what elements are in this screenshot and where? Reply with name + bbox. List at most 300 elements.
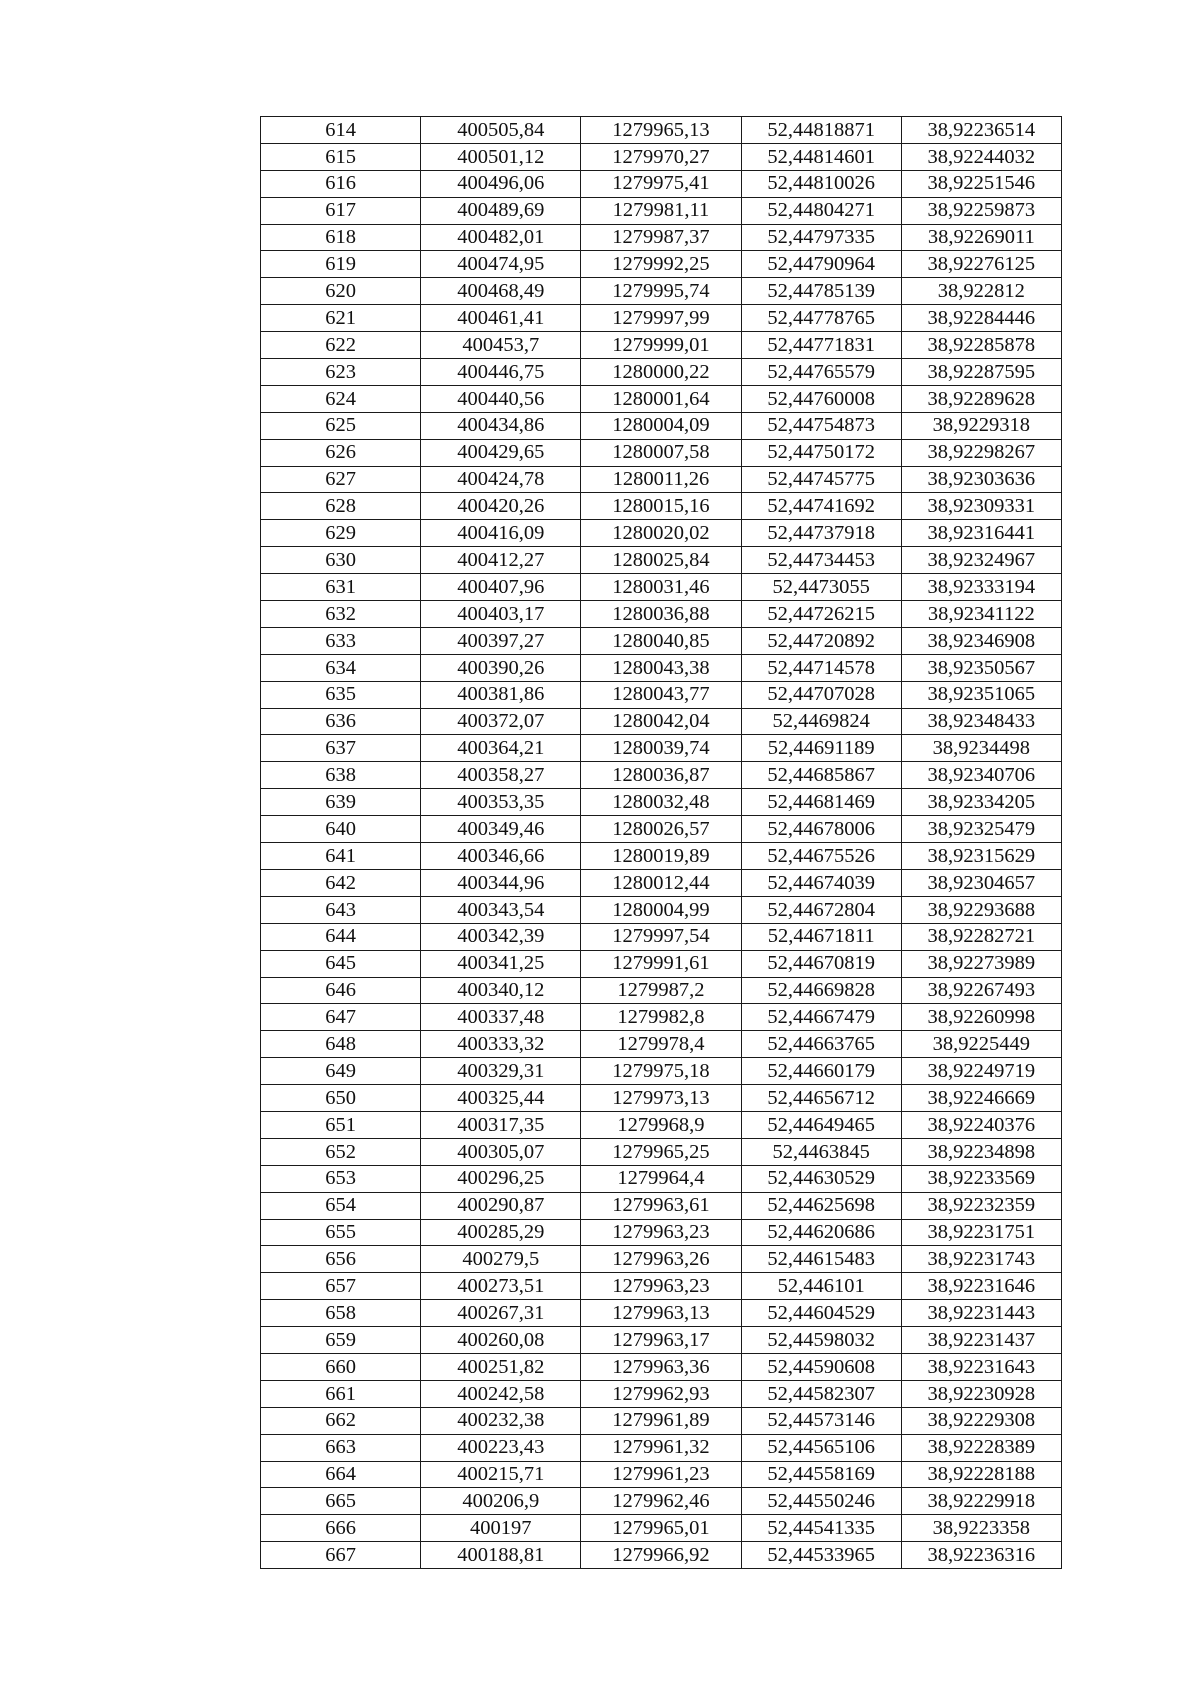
longitude-cell: 38,92251546 <box>901 170 1061 197</box>
y-coordinate-cell: 1280000,22 <box>581 359 741 386</box>
table-row <box>261 170 1062 197</box>
latitude-cell: 52,44720892 <box>741 627 901 654</box>
latitude-cell: 52,44737918 <box>741 520 901 547</box>
longitude-cell: 38,92230928 <box>901 1380 1061 1407</box>
y-coordinate-cell: 1279963,61 <box>581 1192 741 1219</box>
longitude-cell: 38,92348433 <box>901 708 1061 735</box>
table-row <box>261 1031 1062 1058</box>
point-number-cell: 662 <box>261 1407 421 1434</box>
x-coordinate-cell: 400364,21 <box>421 735 581 762</box>
x-coordinate-cell: 400344,96 <box>421 869 581 896</box>
point-number-cell: 655 <box>261 1219 421 1246</box>
longitude-cell: 38,92304657 <box>901 869 1061 896</box>
y-coordinate-cell: 1280031,46 <box>581 574 741 601</box>
table-row <box>261 1300 1062 1327</box>
y-coordinate-cell: 1280004,99 <box>581 896 741 923</box>
longitude-cell: 38,92315629 <box>901 843 1061 870</box>
point-number-cell: 651 <box>261 1111 421 1138</box>
y-coordinate-cell: 1280020,02 <box>581 520 741 547</box>
longitude-cell: 38,92284446 <box>901 305 1061 332</box>
point-number-cell: 640 <box>261 816 421 843</box>
latitude-cell: 52,44630529 <box>741 1165 901 1192</box>
y-coordinate-cell: 1280032,48 <box>581 789 741 816</box>
point-number-cell: 648 <box>261 1031 421 1058</box>
y-coordinate-cell: 1280011,26 <box>581 466 741 493</box>
x-coordinate-cell: 400416,09 <box>421 520 581 547</box>
point-number-cell: 623 <box>261 359 421 386</box>
y-coordinate-cell: 1279961,23 <box>581 1461 741 1488</box>
longitude-cell: 38,92229918 <box>901 1488 1061 1515</box>
latitude-cell: 52,44667479 <box>741 1004 901 1031</box>
point-number-cell: 657 <box>261 1273 421 1300</box>
latitude-cell: 52,44604529 <box>741 1300 901 1327</box>
point-number-cell: 638 <box>261 762 421 789</box>
x-coordinate-cell: 400461,41 <box>421 305 581 332</box>
longitude-cell: 38,92309331 <box>901 493 1061 520</box>
latitude-cell: 52,44814601 <box>741 143 901 170</box>
point-number-cell: 628 <box>261 493 421 520</box>
y-coordinate-cell: 1279997,54 <box>581 923 741 950</box>
coordinates-table <box>260 116 1062 1569</box>
longitude-cell: 38,92260998 <box>901 1004 1061 1031</box>
y-coordinate-cell: 1280036,87 <box>581 762 741 789</box>
longitude-cell: 38,92231743 <box>901 1246 1061 1273</box>
table-row <box>261 520 1062 547</box>
x-coordinate-cell: 400260,08 <box>421 1327 581 1354</box>
point-number-cell: 664 <box>261 1461 421 1488</box>
latitude-cell: 52,44778765 <box>741 305 901 332</box>
x-coordinate-cell: 400489,69 <box>421 197 581 224</box>
x-coordinate-cell: 400290,87 <box>421 1192 581 1219</box>
x-coordinate-cell: 400333,32 <box>421 1031 581 1058</box>
y-coordinate-cell: 1279963,36 <box>581 1353 741 1380</box>
point-number-cell: 653 <box>261 1165 421 1192</box>
point-number-cell: 624 <box>261 385 421 412</box>
latitude-cell: 52,44745775 <box>741 466 901 493</box>
longitude-cell: 38,92340706 <box>901 762 1061 789</box>
latitude-cell: 52,44590608 <box>741 1353 901 1380</box>
x-coordinate-cell: 400197 <box>421 1515 581 1542</box>
table-row <box>261 1488 1062 1515</box>
longitude-cell: 38,92246669 <box>901 1085 1061 1112</box>
table-row <box>261 627 1062 654</box>
longitude-cell: 38,92231643 <box>901 1353 1061 1380</box>
table-row <box>261 574 1062 601</box>
latitude-cell: 52,4473055 <box>741 574 901 601</box>
table-row <box>261 950 1062 977</box>
table-row <box>261 466 1062 493</box>
latitude-cell: 52,446101 <box>741 1273 901 1300</box>
table-row <box>261 816 1062 843</box>
latitude-cell: 52,44671811 <box>741 923 901 950</box>
y-coordinate-cell: 1279962,46 <box>581 1488 741 1515</box>
longitude-cell: 38,92267493 <box>901 977 1061 1004</box>
latitude-cell: 52,44734453 <box>741 547 901 574</box>
point-number-cell: 639 <box>261 789 421 816</box>
latitude-cell: 52,44670819 <box>741 950 901 977</box>
x-coordinate-cell: 400325,44 <box>421 1085 581 1112</box>
latitude-cell: 52,44691189 <box>741 735 901 762</box>
x-coordinate-cell: 400397,27 <box>421 627 581 654</box>
longitude-cell: 38,92324967 <box>901 547 1061 574</box>
y-coordinate-cell: 1279975,41 <box>581 170 741 197</box>
latitude-cell: 52,44649465 <box>741 1111 901 1138</box>
y-coordinate-cell: 1279987,2 <box>581 977 741 1004</box>
longitude-cell: 38,92289628 <box>901 385 1061 412</box>
table-row <box>261 1273 1062 1300</box>
point-number-cell: 617 <box>261 197 421 224</box>
longitude-cell: 38,92303636 <box>901 466 1061 493</box>
x-coordinate-cell: 400424,78 <box>421 466 581 493</box>
x-coordinate-cell: 400381,86 <box>421 681 581 708</box>
table-row <box>261 359 1062 386</box>
y-coordinate-cell: 1279964,4 <box>581 1165 741 1192</box>
y-coordinate-cell: 1280036,88 <box>581 601 741 628</box>
y-coordinate-cell: 1279962,93 <box>581 1380 741 1407</box>
longitude-cell: 38,9229318 <box>901 412 1061 439</box>
longitude-cell: 38,92234898 <box>901 1138 1061 1165</box>
longitude-cell: 38,92249719 <box>901 1058 1061 1085</box>
longitude-cell: 38,92351065 <box>901 681 1061 708</box>
longitude-cell: 38,92333194 <box>901 574 1061 601</box>
coordinates-table-body <box>261 117 1062 1569</box>
x-coordinate-cell: 400267,31 <box>421 1300 581 1327</box>
x-coordinate-cell: 400501,12 <box>421 143 581 170</box>
longitude-cell: 38,92276125 <box>901 251 1061 278</box>
table-row <box>261 896 1062 923</box>
x-coordinate-cell: 400206,9 <box>421 1488 581 1515</box>
x-coordinate-cell: 400474,95 <box>421 251 581 278</box>
table-row <box>261 278 1062 305</box>
table-row <box>261 1542 1062 1569</box>
point-number-cell: 649 <box>261 1058 421 1085</box>
table-row <box>261 197 1062 224</box>
y-coordinate-cell: 1280001,64 <box>581 385 741 412</box>
y-coordinate-cell: 1280026,57 <box>581 816 741 843</box>
point-number-cell: 625 <box>261 412 421 439</box>
y-coordinate-cell: 1279963,23 <box>581 1219 741 1246</box>
table-row <box>261 547 1062 574</box>
longitude-cell: 38,92231646 <box>901 1273 1061 1300</box>
y-coordinate-cell: 1279991,61 <box>581 950 741 977</box>
x-coordinate-cell: 400340,12 <box>421 977 581 1004</box>
table-row <box>261 1380 1062 1407</box>
y-coordinate-cell: 1279963,26 <box>581 1246 741 1273</box>
latitude-cell: 52,44674039 <box>741 869 901 896</box>
table-row <box>261 1165 1062 1192</box>
x-coordinate-cell: 400353,35 <box>421 789 581 816</box>
latitude-cell: 52,44598032 <box>741 1327 901 1354</box>
latitude-cell: 52,44663765 <box>741 1031 901 1058</box>
latitude-cell: 52,44675526 <box>741 843 901 870</box>
point-number-cell: 643 <box>261 896 421 923</box>
latitude-cell: 52,44726215 <box>741 601 901 628</box>
x-coordinate-cell: 400215,71 <box>421 1461 581 1488</box>
longitude-cell: 38,92244032 <box>901 143 1061 170</box>
y-coordinate-cell: 1280019,89 <box>581 843 741 870</box>
table-row <box>261 869 1062 896</box>
longitude-cell: 38,92236316 <box>901 1542 1061 1569</box>
x-coordinate-cell: 400317,35 <box>421 1111 581 1138</box>
longitude-cell: 38,92259873 <box>901 197 1061 224</box>
y-coordinate-cell: 1279987,37 <box>581 224 741 251</box>
x-coordinate-cell: 400453,7 <box>421 332 581 359</box>
latitude-cell: 52,44656712 <box>741 1085 901 1112</box>
longitude-cell: 38,92236514 <box>901 117 1061 144</box>
x-coordinate-cell: 400468,49 <box>421 278 581 305</box>
latitude-cell: 52,44810026 <box>741 170 901 197</box>
point-number-cell: 637 <box>261 735 421 762</box>
y-coordinate-cell: 1279992,25 <box>581 251 741 278</box>
point-number-cell: 645 <box>261 950 421 977</box>
y-coordinate-cell: 1280015,16 <box>581 493 741 520</box>
longitude-cell: 38,92231443 <box>901 1300 1061 1327</box>
latitude-cell: 52,44754873 <box>741 412 901 439</box>
longitude-cell: 38,92229308 <box>901 1407 1061 1434</box>
latitude-cell: 52,44790964 <box>741 251 901 278</box>
x-coordinate-cell: 400482,01 <box>421 224 581 251</box>
table-row <box>261 251 1062 278</box>
x-coordinate-cell: 400505,84 <box>421 117 581 144</box>
latitude-cell: 52,44620686 <box>741 1219 901 1246</box>
point-number-cell: 633 <box>261 627 421 654</box>
point-number-cell: 646 <box>261 977 421 1004</box>
point-number-cell: 627 <box>261 466 421 493</box>
longitude-cell: 38,92231437 <box>901 1327 1061 1354</box>
point-number-cell: 658 <box>261 1300 421 1327</box>
longitude-cell: 38,92228188 <box>901 1461 1061 1488</box>
point-number-cell: 661 <box>261 1380 421 1407</box>
latitude-cell: 52,44678006 <box>741 816 901 843</box>
y-coordinate-cell: 1279966,92 <box>581 1542 741 1569</box>
table-row <box>261 654 1062 681</box>
point-number-cell: 626 <box>261 439 421 466</box>
x-coordinate-cell: 400346,66 <box>421 843 581 870</box>
point-number-cell: 667 <box>261 1542 421 1569</box>
x-coordinate-cell: 400188,81 <box>421 1542 581 1569</box>
longitude-cell: 38,922812 <box>901 278 1061 305</box>
y-coordinate-cell: 1279965,25 <box>581 1138 741 1165</box>
point-number-cell: 622 <box>261 332 421 359</box>
point-number-cell: 656 <box>261 1246 421 1273</box>
x-coordinate-cell: 400429,65 <box>421 439 581 466</box>
y-coordinate-cell: 1280007,58 <box>581 439 741 466</box>
y-coordinate-cell: 1279981,11 <box>581 197 741 224</box>
table-row <box>261 977 1062 1004</box>
longitude-cell: 38,92298267 <box>901 439 1061 466</box>
x-coordinate-cell: 400446,75 <box>421 359 581 386</box>
x-coordinate-cell: 400337,48 <box>421 1004 581 1031</box>
table-row <box>261 1327 1062 1354</box>
y-coordinate-cell: 1279968,9 <box>581 1111 741 1138</box>
y-coordinate-cell: 1279975,18 <box>581 1058 741 1085</box>
y-coordinate-cell: 1279965,01 <box>581 1515 741 1542</box>
table-row <box>261 843 1062 870</box>
longitude-cell: 38,92293688 <box>901 896 1061 923</box>
table-row <box>261 1407 1062 1434</box>
longitude-cell: 38,92346908 <box>901 627 1061 654</box>
y-coordinate-cell: 1279999,01 <box>581 332 741 359</box>
latitude-cell: 52,44672804 <box>741 896 901 923</box>
y-coordinate-cell: 1279961,32 <box>581 1434 741 1461</box>
point-number-cell: 641 <box>261 843 421 870</box>
x-coordinate-cell: 400279,5 <box>421 1246 581 1273</box>
point-number-cell: 647 <box>261 1004 421 1031</box>
point-number-cell: 663 <box>261 1434 421 1461</box>
x-coordinate-cell: 400273,51 <box>421 1273 581 1300</box>
table-row <box>261 117 1062 144</box>
x-coordinate-cell: 400390,26 <box>421 654 581 681</box>
latitude-cell: 52,44669828 <box>741 977 901 1004</box>
latitude-cell: 52,44818871 <box>741 117 901 144</box>
longitude-cell: 38,92316441 <box>901 520 1061 547</box>
point-number-cell: 619 <box>261 251 421 278</box>
point-number-cell: 631 <box>261 574 421 601</box>
longitude-cell: 38,92350567 <box>901 654 1061 681</box>
latitude-cell: 52,44707028 <box>741 681 901 708</box>
table-row <box>261 305 1062 332</box>
table-row <box>261 1192 1062 1219</box>
longitude-cell: 38,92285878 <box>901 332 1061 359</box>
table-row <box>261 412 1062 439</box>
y-coordinate-cell: 1280043,77 <box>581 681 741 708</box>
y-coordinate-cell: 1280042,04 <box>581 708 741 735</box>
longitude-cell: 38,92282721 <box>901 923 1061 950</box>
latitude-cell: 52,44625698 <box>741 1192 901 1219</box>
point-number-cell: 632 <box>261 601 421 628</box>
table-row <box>261 789 1062 816</box>
y-coordinate-cell: 1280012,44 <box>581 869 741 896</box>
latitude-cell: 52,44541335 <box>741 1515 901 1542</box>
point-number-cell: 614 <box>261 117 421 144</box>
latitude-cell: 52,44750172 <box>741 439 901 466</box>
latitude-cell: 52,44741692 <box>741 493 901 520</box>
x-coordinate-cell: 400329,31 <box>421 1058 581 1085</box>
latitude-cell: 52,4463845 <box>741 1138 901 1165</box>
table-row <box>261 1515 1062 1542</box>
point-number-cell: 659 <box>261 1327 421 1354</box>
y-coordinate-cell: 1279995,74 <box>581 278 741 305</box>
longitude-cell: 38,92325479 <box>901 816 1061 843</box>
y-coordinate-cell: 1279973,13 <box>581 1085 741 1112</box>
x-coordinate-cell: 400242,58 <box>421 1380 581 1407</box>
table-row <box>261 1219 1062 1246</box>
latitude-cell: 52,44582307 <box>741 1380 901 1407</box>
point-number-cell: 621 <box>261 305 421 332</box>
x-coordinate-cell: 400342,39 <box>421 923 581 950</box>
point-number-cell: 665 <box>261 1488 421 1515</box>
table-row <box>261 1434 1062 1461</box>
table-row <box>261 224 1062 251</box>
latitude-cell: 52,44765579 <box>741 359 901 386</box>
point-number-cell: 618 <box>261 224 421 251</box>
longitude-cell: 38,92273989 <box>901 950 1061 977</box>
point-number-cell: 660 <box>261 1353 421 1380</box>
x-coordinate-cell: 400403,17 <box>421 601 581 628</box>
point-number-cell: 629 <box>261 520 421 547</box>
x-coordinate-cell: 400358,27 <box>421 762 581 789</box>
latitude-cell: 52,44558169 <box>741 1461 901 1488</box>
latitude-cell: 52,44660179 <box>741 1058 901 1085</box>
latitude-cell: 52,44685867 <box>741 762 901 789</box>
latitude-cell: 52,44565106 <box>741 1434 901 1461</box>
x-coordinate-cell: 400412,27 <box>421 547 581 574</box>
y-coordinate-cell: 1279978,4 <box>581 1031 741 1058</box>
point-number-cell: 650 <box>261 1085 421 1112</box>
y-coordinate-cell: 1279963,17 <box>581 1327 741 1354</box>
table-row <box>261 385 1062 412</box>
x-coordinate-cell: 400296,25 <box>421 1165 581 1192</box>
point-number-cell: 630 <box>261 547 421 574</box>
table-row <box>261 923 1062 950</box>
latitude-cell: 52,44771831 <box>741 332 901 359</box>
point-number-cell: 654 <box>261 1192 421 1219</box>
latitude-cell: 52,44797335 <box>741 224 901 251</box>
x-coordinate-cell: 400372,07 <box>421 708 581 735</box>
latitude-cell: 52,44573146 <box>741 1407 901 1434</box>
longitude-cell: 38,92334205 <box>901 789 1061 816</box>
x-coordinate-cell: 400285,29 <box>421 1219 581 1246</box>
point-number-cell: 635 <box>261 681 421 708</box>
x-coordinate-cell: 400434,86 <box>421 412 581 439</box>
y-coordinate-cell: 1279961,89 <box>581 1407 741 1434</box>
table-row <box>261 1004 1062 1031</box>
longitude-cell: 38,92228389 <box>901 1434 1061 1461</box>
table-row <box>261 681 1062 708</box>
longitude-cell: 38,92240376 <box>901 1111 1061 1138</box>
y-coordinate-cell: 1279965,13 <box>581 117 741 144</box>
table-row <box>261 1111 1062 1138</box>
y-coordinate-cell: 1280043,38 <box>581 654 741 681</box>
x-coordinate-cell: 400251,82 <box>421 1353 581 1380</box>
x-coordinate-cell: 400420,26 <box>421 493 581 520</box>
longitude-cell: 38,9234498 <box>901 735 1061 762</box>
latitude-cell: 52,44550246 <box>741 1488 901 1515</box>
longitude-cell: 38,92231751 <box>901 1219 1061 1246</box>
table-row <box>261 601 1062 628</box>
x-coordinate-cell: 400349,46 <box>421 816 581 843</box>
point-number-cell: 652 <box>261 1138 421 1165</box>
point-number-cell: 615 <box>261 143 421 170</box>
y-coordinate-cell: 1280025,84 <box>581 547 741 574</box>
point-number-cell: 616 <box>261 170 421 197</box>
longitude-cell: 38,92341122 <box>901 601 1061 628</box>
latitude-cell: 52,44760008 <box>741 385 901 412</box>
y-coordinate-cell: 1279963,23 <box>581 1273 741 1300</box>
longitude-cell: 38,9223358 <box>901 1515 1061 1542</box>
longitude-cell: 38,92287595 <box>901 359 1061 386</box>
latitude-cell: 52,44533965 <box>741 1542 901 1569</box>
longitude-cell: 38,92233569 <box>901 1165 1061 1192</box>
table-row <box>261 143 1062 170</box>
latitude-cell: 52,44804271 <box>741 197 901 224</box>
point-number-cell: 666 <box>261 1515 421 1542</box>
table-row <box>261 1138 1062 1165</box>
x-coordinate-cell: 400440,56 <box>421 385 581 412</box>
x-coordinate-cell: 400223,43 <box>421 1434 581 1461</box>
y-coordinate-cell: 1279963,13 <box>581 1300 741 1327</box>
point-number-cell: 634 <box>261 654 421 681</box>
y-coordinate-cell: 1279970,27 <box>581 143 741 170</box>
point-number-cell: 636 <box>261 708 421 735</box>
table-row <box>261 1058 1062 1085</box>
y-coordinate-cell: 1279997,99 <box>581 305 741 332</box>
table-row <box>261 439 1062 466</box>
latitude-cell: 52,44615483 <box>741 1246 901 1273</box>
latitude-cell: 52,44785139 <box>741 278 901 305</box>
point-number-cell: 642 <box>261 869 421 896</box>
point-number-cell: 620 <box>261 278 421 305</box>
